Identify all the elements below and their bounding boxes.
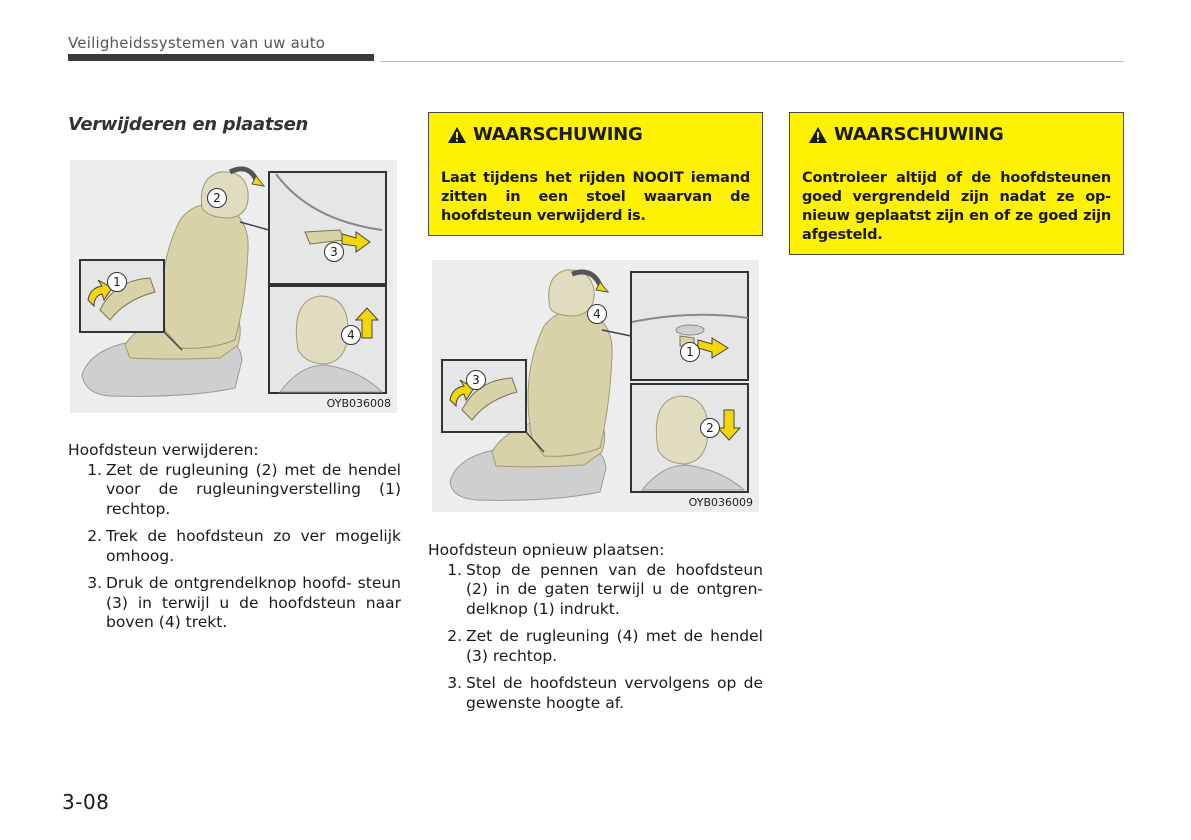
figure-install-headrest xyxy=(432,260,759,512)
running-header: Veiligheidssystemen van uw auto xyxy=(68,34,326,52)
callout-4: 4 xyxy=(341,325,361,345)
step-number: 1. xyxy=(447,560,462,579)
list-item xyxy=(428,627,763,666)
callout-1: 1 xyxy=(107,272,127,292)
page-number: 3-08 xyxy=(62,790,110,814)
step-number: 2. xyxy=(87,527,102,545)
step-number: 3. xyxy=(87,574,102,592)
figure-code: OYB036008 xyxy=(326,397,391,410)
header-bar xyxy=(68,54,374,61)
list-item xyxy=(68,527,401,566)
instruction-list xyxy=(428,561,763,714)
step-text: Druk de ontgrendelknop hoofd- steun (3) in terwijl u de hoofdsteun naar boven (4) trekt. xyxy=(106,574,401,631)
instructions-intro: Hoofdsteun opnieuw plaatsen: xyxy=(428,541,665,559)
list-item xyxy=(68,574,401,633)
warning-title-text: WAARSCHUWING xyxy=(834,124,1004,145)
step-number: 1. xyxy=(87,460,102,479)
step-text: Zet de rugleuning (4) met de hendel (3) rechtop. xyxy=(466,627,763,665)
warning-text: Laat tijdens het rijden NOOIT iemand zitten in een stoel waarvan de hoofdsteun verwijderd is. xyxy=(441,170,750,224)
warning-title xyxy=(808,124,1003,145)
warning-title-text: WAARSCHUWING xyxy=(473,124,643,145)
step-text: Trek de hoofdsteun zo ver mogelijk omhoog. xyxy=(106,527,401,565)
warning-triangle-icon xyxy=(447,126,467,144)
warning-text: Controleer altijd of de hoofdsteunen goed vergrendeld zijn nadat ze op- nieuw geplaatst zijn en of ze goed zijn afgesteld. xyxy=(802,170,1111,243)
figure-code: OYB036009 xyxy=(688,496,753,509)
section-title: Verwijderen en plaatsen xyxy=(68,114,309,135)
step-number: 3. xyxy=(447,674,462,692)
list-item xyxy=(68,461,401,520)
step-text: Zet de rugleuning (2) met de hendel voor de rugleuningverstelling (1) rechtop. xyxy=(106,460,401,518)
callout-2: 2 xyxy=(207,188,227,208)
figure-remove-headrest xyxy=(70,160,397,413)
warning-box-middle xyxy=(428,112,763,236)
instruction-list xyxy=(68,461,401,633)
instructions-intro: Hoofdsteun verwijderen: xyxy=(68,441,259,459)
list-item xyxy=(428,561,763,620)
step-number: 2. xyxy=(447,627,462,645)
step-text: Stop de pennen van de hoofdsteun (2) in de gaten terwijl u de ontgren- delknop (1) indrukt. xyxy=(466,560,763,618)
callout-1: 1 xyxy=(680,342,700,362)
middle-instructions xyxy=(428,541,763,721)
callout-3: 3 xyxy=(324,242,344,262)
header-rule xyxy=(380,61,1124,62)
left-instructions xyxy=(68,441,401,641)
warning-title xyxy=(447,124,642,145)
warning-box-right xyxy=(789,112,1124,255)
callout-3: 3 xyxy=(466,370,486,390)
callout-4: 4 xyxy=(587,304,607,324)
callout-2: 2 xyxy=(700,418,720,438)
warning-triangle-icon xyxy=(808,126,828,144)
list-item xyxy=(428,674,763,713)
step-text: Stel de hoofdsteun vervolgens op de gewenste hoogte af. xyxy=(466,674,763,712)
